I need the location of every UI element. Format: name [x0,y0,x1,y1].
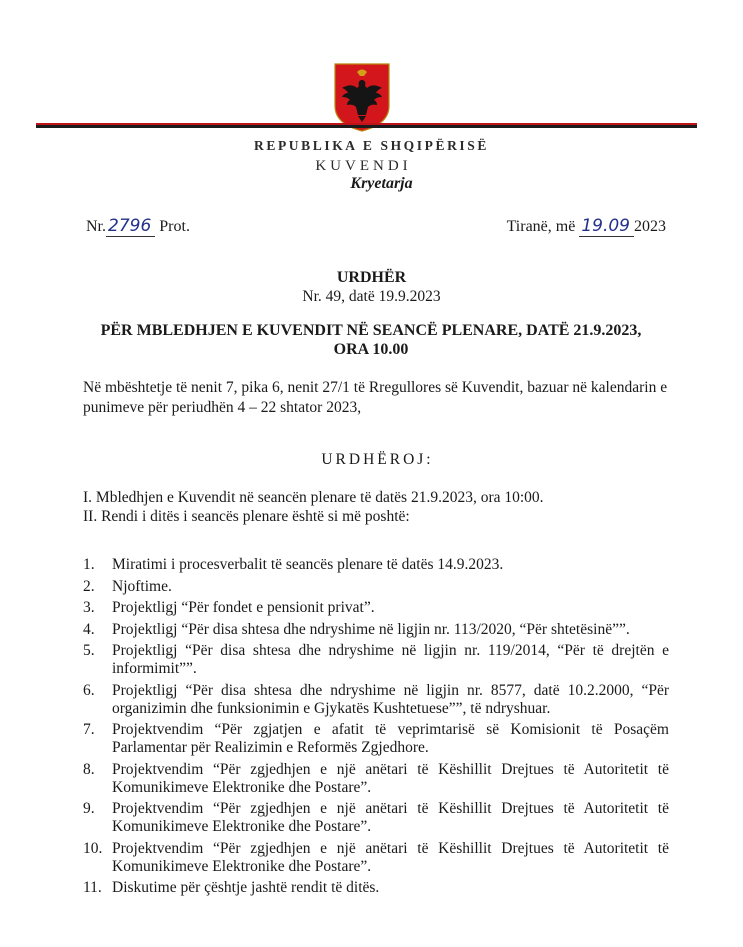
agenda-item-number: 2. [83,577,95,595]
agenda-item-number: 10. [83,839,103,857]
agenda-item-text: Projektligj “Për disa shtesa dhe ndryshime në ligjin nr. 113/2020, “Për shtetësinë””. [112,620,630,638]
agenda-item-text: Projektligj “Për disa shtesa dhe ndryshime në ligjin nr. 8577, datë 10.2.2000, “Për organizimin dhe funksionimin e Gjykatës Kushtetuese””, të ndryshuar. [112,681,669,717]
agenda-item-text: Projektvendim “Për zgjedhjen e një anëtari të Këshillit Drejtues të Autoritetit të Komunikimeve Elektronike dhe Postare”. [112,800,669,835]
agenda-item-number: 1. [83,556,95,573]
agenda-item [83,879,669,897]
agenda-item [83,642,669,678]
document-number-date: Nr. 49, datë 19.9.2023 [302,288,441,305]
agenda-item [83,556,669,574]
agenda-item-number: 6. [83,681,95,699]
order-point-2: II. Rendi i ditës i seancës plenare është si më poshtë: [83,508,410,525]
agenda-item-text: Projektvendim “Për zgjatjen e afatit të veprimtarisë së Komisionit të Posaçëm Parlamentar për Realizimin e Reformës Zgjedhore. [112,721,669,756]
place-date [507,216,666,236]
agenda-item-number: 7. [83,721,95,738]
agenda-item-text: Projektvendim “Për zgjedhjen e një anëtari të Këshillit Drejtues të Autoritetit të Komunikimeve Elektronike dhe Postare”. [112,760,669,796]
document-subject: PËR MBLEDHJEN E KUVENDIT NË SEANCË PLENARE, DATË 21.9.2023, ORA 10.00 [100,322,642,358]
order-points [83,488,544,526]
agenda-item [83,682,669,718]
handwritten-date: 19.09 [579,216,634,237]
date-year: 2023 [634,218,666,235]
agenda-item-number: 8. [83,760,95,778]
document-heading: URDHËR [336,269,407,286]
agenda-item [83,800,669,836]
agenda-item-text: Projektligj “Për fondet e pensionit privat”. [112,599,375,616]
agenda-item-text: Diskutime për çështje jashtë rendit të ditës. [112,879,380,896]
agenda-item-text: Projektvendim “Për zgjedhjen e një anëtari të Këshillit Drejtues të Autoritetit të Komunikimeve Elektronike dhe Postare”. [112,839,669,875]
agenda-list [83,556,669,901]
order-point-1: I. Mbledhjen e Kuvendit në seancën plenare të datës 21.9.2023, ora 10:00. [83,489,544,506]
agenda-item-text: Njoftime. [112,577,172,595]
agenda-item-text: Miratimi i procesverbalit të seancës plenare të datës 14.9.2023. [112,556,504,573]
albanian-eagle-emblem-icon [333,62,391,132]
institution-name: KUVENDI [315,158,412,174]
agenda-item [83,599,669,617]
protocol-suffix: Prot. [155,218,190,235]
agenda-item [83,721,669,757]
agenda-item [83,761,669,797]
agenda-item-text: Projektligj “Për disa shtesa dhe ndryshime në ligjin nr. 119/2014, “Për të drejtën e informimit””. [112,642,669,677]
agenda-item [83,621,669,639]
office-name: Kryetarja [350,175,413,192]
protocol-prefix: Nr. [86,218,106,235]
agenda-item [83,578,669,596]
protocol-number [86,216,190,236]
republic-name: REPUBLIKA E SHQIPËRISË [253,138,489,153]
place-prefix: Tiranë, më [506,218,580,235]
agenda-item-number: 5. [83,642,95,659]
agenda-item-number: 9. [83,800,95,817]
agenda-item [83,840,669,876]
agenda-item-number: 3. [83,599,95,616]
handwritten-protocol-number: 2796 [106,216,155,237]
order-word: URDHËROJ: [321,451,434,468]
header-rule [36,123,697,128]
agenda-item-number: 4. [83,620,95,638]
agenda-item-number: 11. [83,879,102,896]
preamble-paragraph: Në mbështetje të nenit 7, pika 6, nenit 27/1 të Rregullores së Kuvendit, bazuar në kalendarin e punimeve për periudhën 4 – 22 shtator 2023, [83,379,668,416]
